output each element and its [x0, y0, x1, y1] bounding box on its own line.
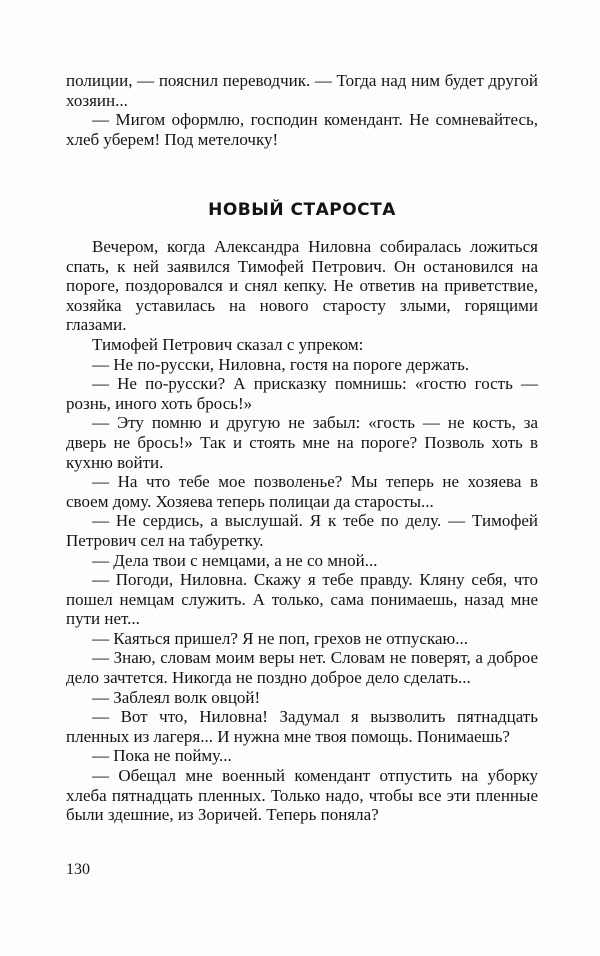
- paragraph: Вечером, когда Александра Ниловна собиралась ложиться спать, к ней заявился Тимофей Петрович. Он остановился на пороге, поздоровался и снял кепку. Не ответив на приветствие, хозяйка уставилась на нового старосту злыми, горящими глазами.: [66, 237, 538, 335]
- chapter-body: [66, 237, 538, 825]
- paragraph: — Пока не пойму...: [92, 746, 232, 766]
- chapter-title: НОВЫЙ СТАРОСТА: [208, 200, 396, 220]
- continued-text-block: [66, 71, 538, 149]
- paragraph: — Эту помню и другую не забыл: «гость — не кость, за дверь не брось!» Так и стоять мне на пороге? Позволь хоть в кухню войти.: [66, 413, 538, 472]
- page-number: 130: [66, 861, 90, 878]
- paragraph: — На что тебе мое позволенье? Мы теперь не хозяева в своем дому. Хозяева теперь полицаи да старосты...: [66, 472, 538, 511]
- paragraph: — Дела твои с немцами, а не со мной...: [92, 550, 378, 570]
- paragraph: — Мигом оформлю, господин комендант. Не сомневайтесь, хлеб уберем! Под метелочку!: [66, 110, 538, 149]
- paragraph: — Знаю, словам моим веры нет. Словам не поверят, а доброе дело зачтется. Никогда не поздно доброе дело сделать...: [66, 648, 538, 688]
- paragraph: полиции, — пояснил переводчик. — Тогда над ним будет другой хозяин...: [66, 71, 538, 110]
- paragraph: — Заблеял волк овцой!: [92, 687, 261, 707]
- paragraph: — Не по-русски, Ниловна, гостя на пороге держать.: [92, 354, 470, 374]
- paragraph: Тимофей Петрович сказал с упреком:: [92, 334, 364, 354]
- paragraph: — Не сердись, а выслушай. Я к тебе по делу. — Тимофей Петрович сел на табуретку.: [66, 511, 538, 550]
- paragraph: — Погоди, Ниловна. Скажу я тебе правду. Кляну себя, что пошел немцам служить. А только, сама понимаешь, назад мне пути нет...: [66, 570, 538, 629]
- paragraph: — Обещал мне военный комендант отпустить на уборку хлеба пятнадцать пленных. Только надо, чтобы все эти пленные были здешние, из Зоричей. Теперь поняла?: [66, 766, 538, 825]
- paragraph: — Каяться пришел? Я не поп, грехов не отпускаю...: [92, 628, 468, 648]
- paragraph: — Вот что, Ниловна! Задумал я вызволить пятнадцать пленных из лагеря... И нужна мне твоя помощь. Понимаешь?: [66, 707, 538, 746]
- paragraph: — Не по-русски? А присказку помнишь: «гостю гость — рознь, иного хоть брось!»: [66, 374, 538, 413]
